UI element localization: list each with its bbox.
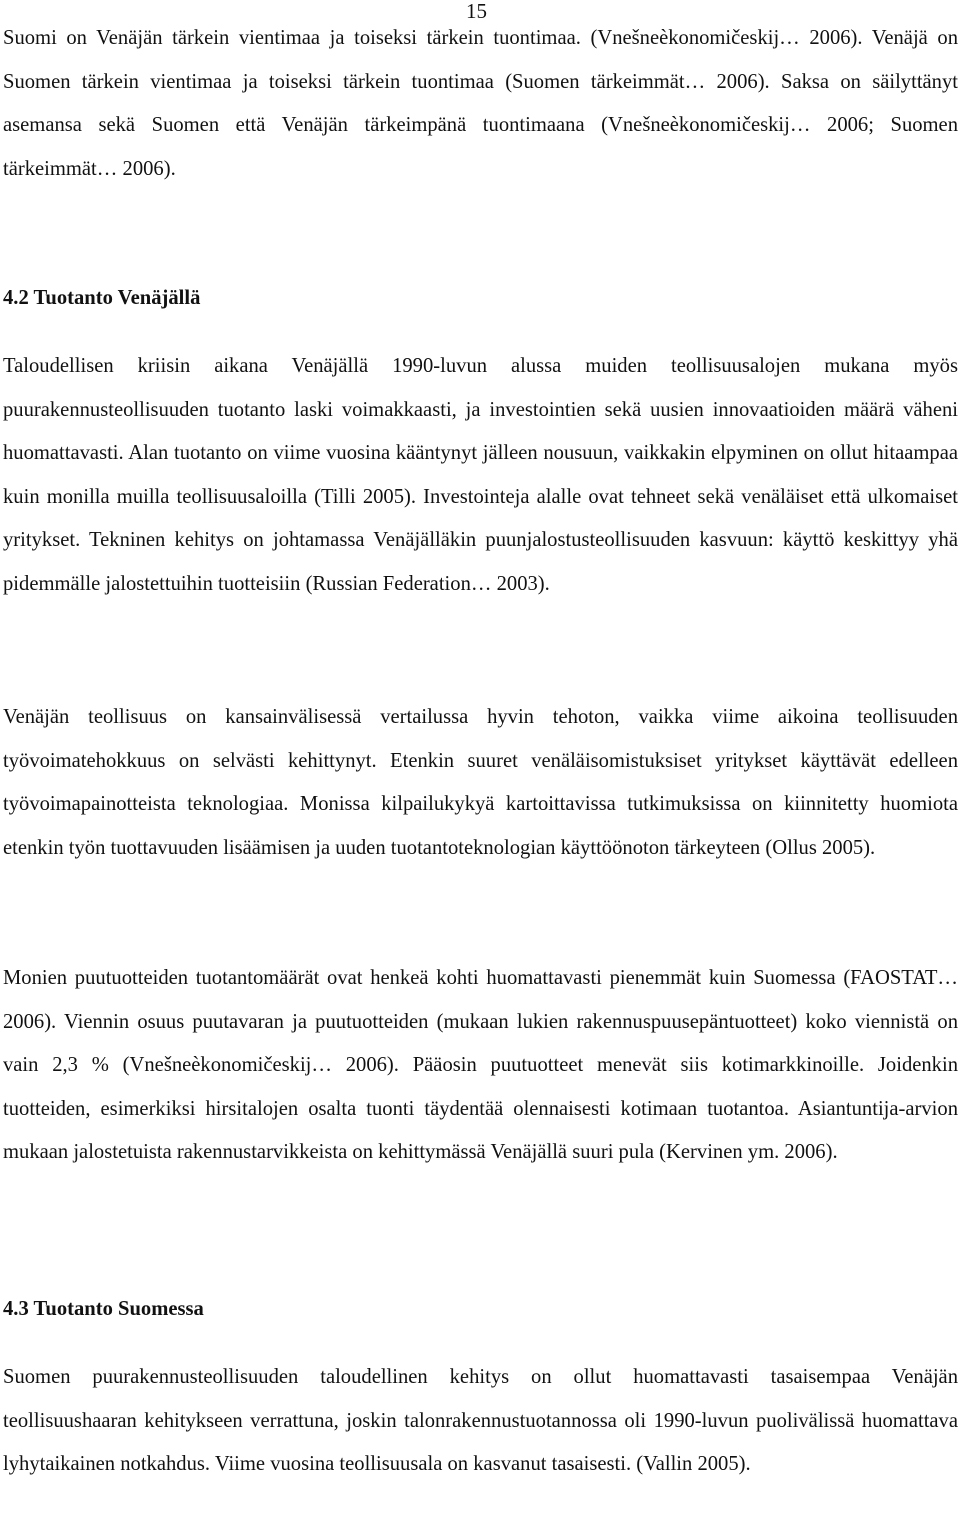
- page-number: 15: [466, 0, 487, 23]
- section-4-3-paragraph-1: Suomen puurakennusteollisuuden taloudellinen kehitys on ollut huomattavasti tasaisempaa Venäjän teollisuushaaran kehitykseen verrattuna, joskin talonrakennustuotannossa oli 1990-luvun puolivälissä huomattava lyhytaikainen notkahdus. Viime vuosina teollisuusala on kasvanut tasaisesti. (Vallin 2005).: [3, 1366, 958, 1475]
- section-4-2-paragraph-2: Venäjän teollisuus on kansainvälisessä vertailussa hyvin tehoton, vaikka viime aikoina teollisuuden työvoimatehokkuus on selvästi kehittynyt. Etenkin suuret venäläisomistuksiset yritykset käyttävät edelleen työvoimapainotteista teknologiaa. Monissa kilpailukykyä kartoittavissa tutkimuksissa on kiinnitetty huomiota etenkin työn tuottavuuden lisäämisen ja uuden tuotantoteknologian käyttöönoton tärkeyteen (Ollus 2005).: [3, 706, 958, 859]
- section-4-2-paragraph-1: Taloudellisen kriisin aikana Venäjällä 1990-luvun alussa muiden teollisuusalojen mukana myös puurakennusteollisuuden tuotanto laski voimakkaasti, ja investointien sekä uusien innovaatioiden määrä väheni huomattavasti. Alan tuotanto on viime vuosina kääntynyt jälleen nousuun, vaikkakin elpyminen on ollut hitaampaa kuin monilla muilla teollisuusaloilla (Tilli 2005). Investointeja alalle ovat tehneet sekä venäläiset että ulkomaiset yritykset. Tekninen kehitys on johtamassa Venäjälläkin puunjalostusteollisuuden kasvuun: käyttö keskittyy yhä pidemmälle jalostettuihin tuotteisiin (Russian Federation… 2003).: [3, 355, 958, 595]
- intro-paragraph: Suomi on Venäjän tärkein vientimaa ja toiseksi tärkein tuontimaa. (Vnešneèkonomičeskij… 2006). Venäjä on Suomen tärkein vientimaa ja toiseksi tärkein tuontimaa (Suomen tärkeimmät… 2006). Saksa on säilyttänyt asemansa sekä Suomen että Venäjän tärkeimpänä tuontimaana (Vnešneèkonomičeskij… 2006; Suomen tärkeimmät… 2006).: [3, 27, 958, 180]
- section-heading-4-2: 4.2 Tuotanto Venäjällä: [3, 287, 201, 309]
- section-heading-4-3: 4.3 Tuotanto Suomessa: [3, 1298, 204, 1320]
- section-4-2-paragraph-3: Monien puutuotteiden tuotantomäärät ovat henkeä kohti huomattavasti pienemmät kuin Suomessa (FAOSTAT… 2006). Viennin osuus puutavaran ja puutuotteiden (mukaan lukien rakennuspuusepäntuotteet) koko viennistä on vain 2,3 % (Vnešneèkonomičeskij… 2006). Pääosin puutuotteet menevät siis kotimarkkinoille. Joidenkin tuotteiden, esimerkiksi hirsitalojen osalta tuonti täydentää olennaisesti kotimaan tuotantoa. Asiantuntija-arvion mukaan jalostetuista rakennustarvikkeista on kehittymässä Venäjällä suuri pula (Kervinen ym. 2006).: [3, 967, 958, 1163]
